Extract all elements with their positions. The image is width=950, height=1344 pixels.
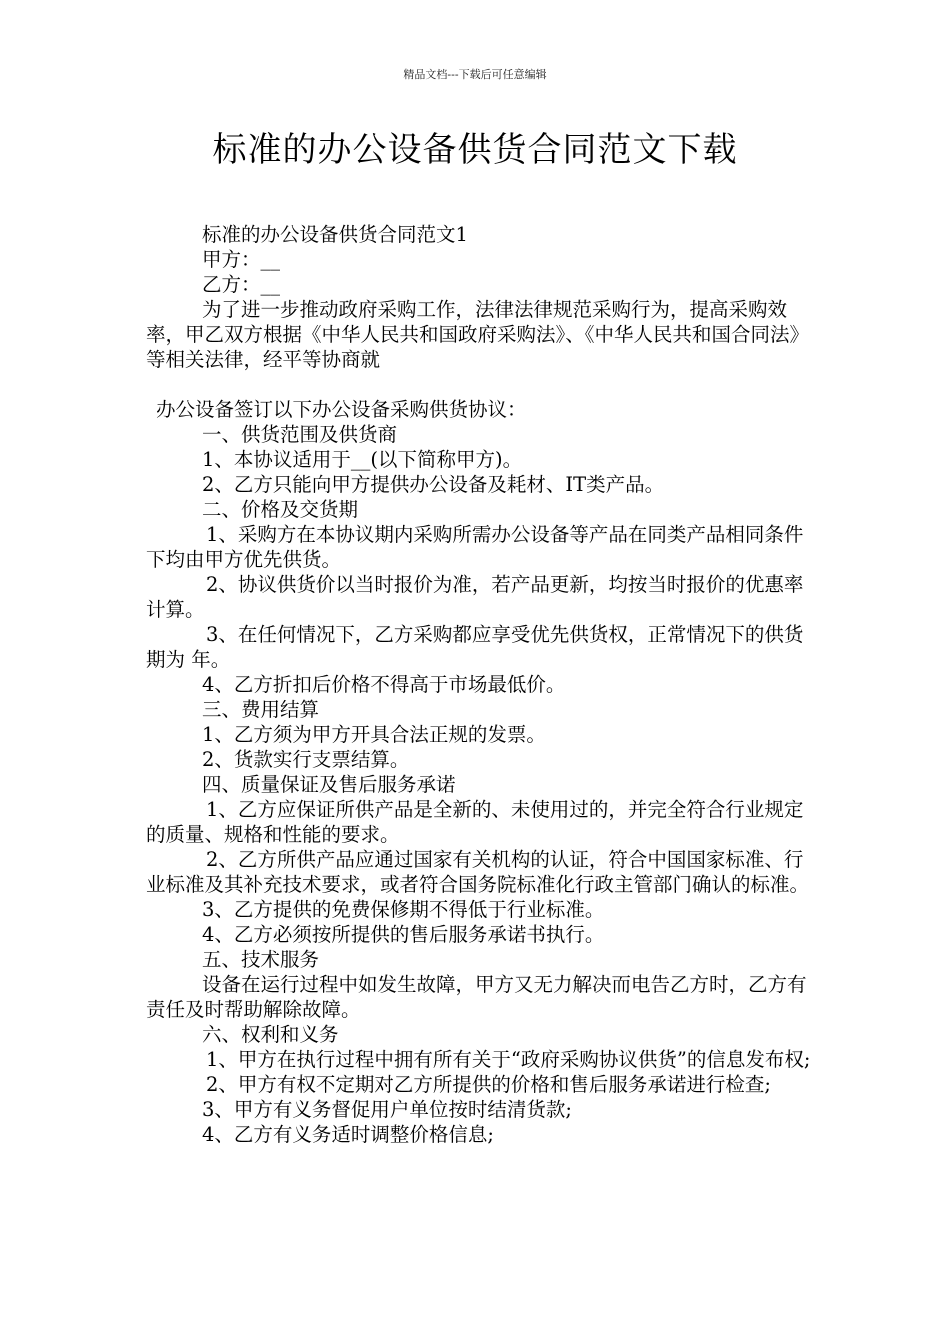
clause: 1、乙方须为甲方开具合法正规的发票。	[202, 723, 546, 746]
clause: 2、甲方有权不定期对乙方所提供的价格和售后服务承诺进行检查;	[206, 1073, 771, 1096]
clause: 4、乙方有义务适时调整价格信息;	[202, 1123, 494, 1146]
header-note: 精品文档---下载后可任意编辑	[403, 68, 547, 81]
clause: 4、乙方必须按所提供的售后服务承诺书执行。	[202, 923, 605, 946]
document-body	[146, 222, 816, 1147]
section-heading: 五、技术服务	[202, 948, 320, 971]
clause: 3、甲方有义务督促用户单位按时结清货款;	[202, 1098, 572, 1121]
clause: 1、本协议适用于__(以下简称甲方)。	[202, 448, 523, 471]
clause: 1、乙方应保证所供产品是全新的、未使用过的，并完全符合行业规定的质量、规格和性能的要求。	[146, 798, 804, 846]
section-heading: 三、费用结算	[202, 698, 320, 721]
subtitle: 标准的办公设备供货合同范文1	[202, 223, 468, 246]
party-b: 乙方：__	[202, 273, 281, 296]
clause: 1、甲方在执行过程中拥有所有关于“政府采购协议供货”的信息发布权;	[206, 1048, 811, 1071]
clause: 4、乙方折扣后价格不得高于市场最低价。	[202, 673, 566, 696]
preamble: 为了进一步推动政府采购工作，法律法律规范采购行为，提高采购效率，甲乙双方根据《中华人民共和国政府采购法》、《中华人民共和国合同法》等相关法律，经平等协商就	[146, 298, 810, 371]
clause: 2、乙方只能向甲方提供办公设备及耗材、IT类产品。	[202, 473, 665, 496]
clause: 2、乙方所供产品应通过国家有关机构的认证，符合中国国家标准、行业标准及其补充技术要求，或者符合国务院标准化行政主管部门确认的标准。	[146, 848, 810, 896]
clause: 3、在任何情况下，乙方采购都应享受优先供货权，正常情况下的供货期为 年。	[146, 623, 804, 671]
preamble-continued: 办公设备签订以下办公设备采购供货协议：	[156, 398, 527, 421]
section-heading: 四、质量保证及售后服务承诺	[202, 773, 456, 796]
party-a: 甲方：__	[202, 248, 281, 271]
section-heading: 二、价格及交货期	[202, 498, 359, 521]
document-title: 标准的办公设备供货合同范文下载	[212, 130, 738, 170]
section-heading: 六、权利和义务	[202, 1023, 339, 1046]
clause: 2、货款实行支票结算。	[202, 748, 410, 771]
section-heading: 一、供货范围及供货商	[202, 423, 398, 446]
clause: 2、协议供货价以当时报价为准，若产品更新，均按当时报价的优惠率计算。	[146, 573, 804, 621]
clause: 设备在运行过程中如发生故障，甲方又无力解决而电告乙方时，乙方有责任及时帮助解除故障。	[146, 973, 807, 1021]
clause: 3、乙方提供的免费保修期不得低于行业标准。	[202, 898, 605, 921]
clause: 1、采购方在本协议期内采购所需办公设备等产品在同类产品相同条件下均由甲方优先供货。	[146, 523, 804, 571]
